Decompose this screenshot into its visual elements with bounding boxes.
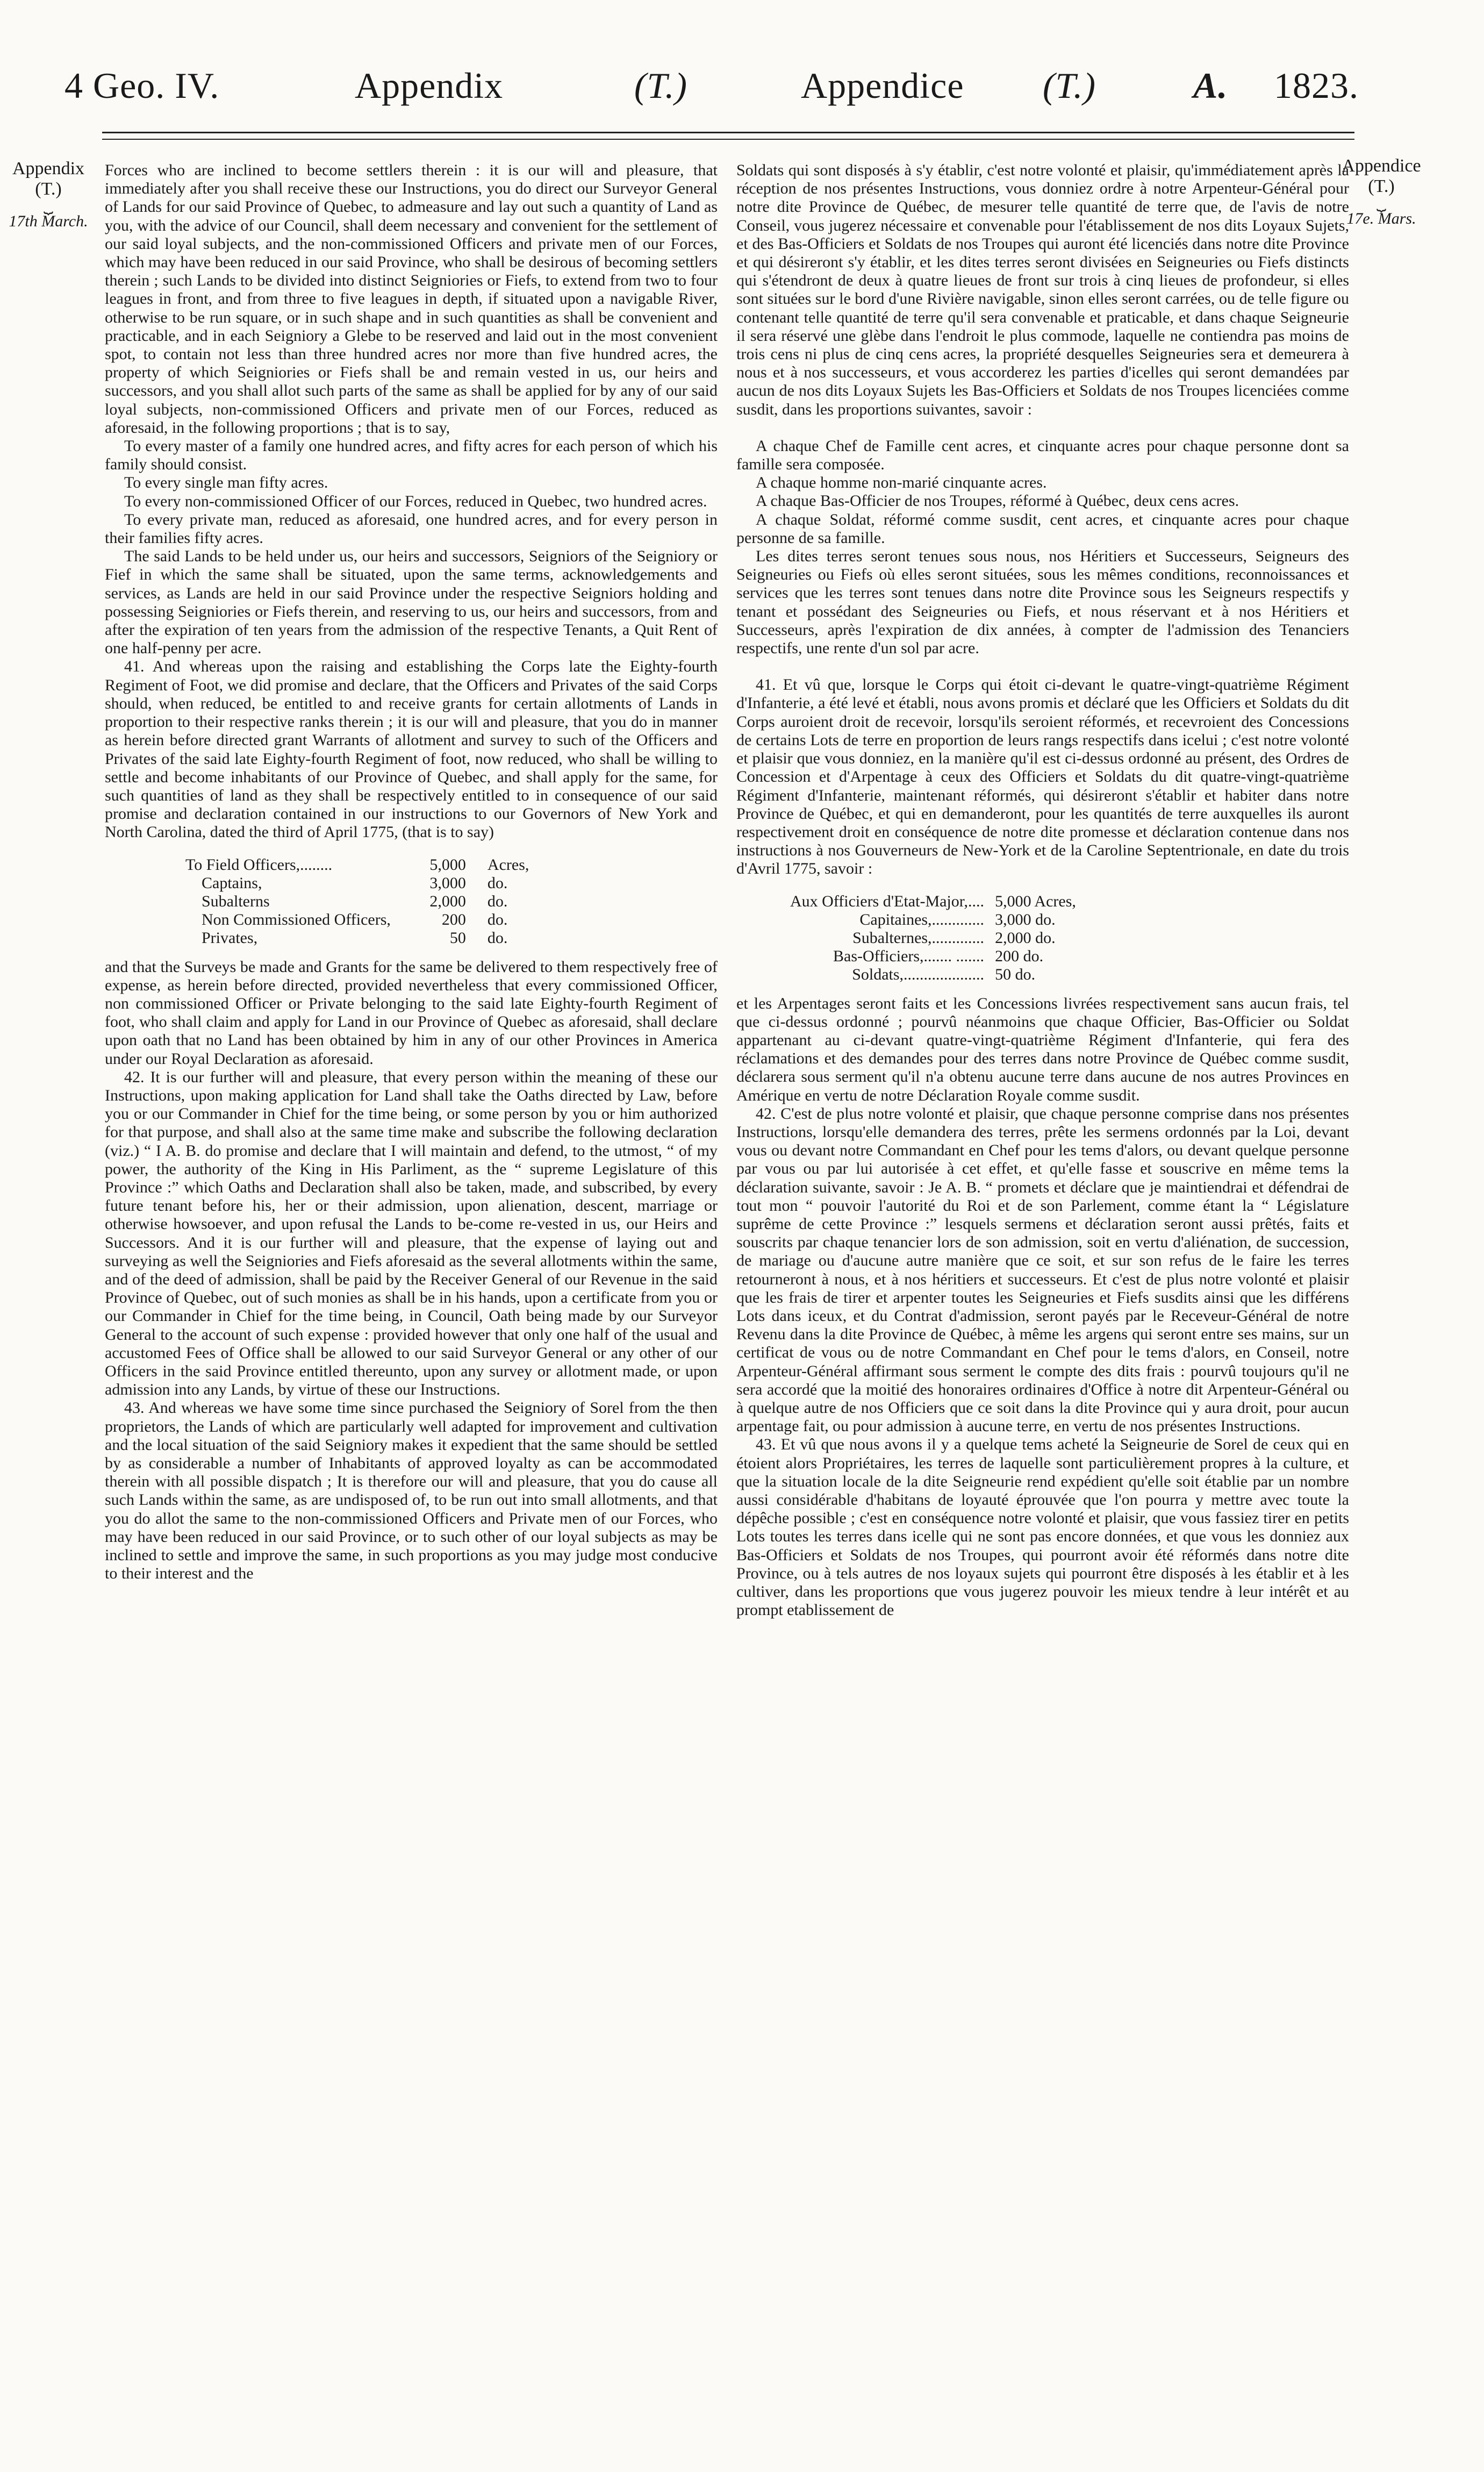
paragraph-en-42: 42. It is our further will and pleasure, that every person within the meaning of these our Instructions, upon making application for Land shall take the Oaths directed by Law, before you or our Commander in Chief for the time being, or some person by you or him authorized for that purpose, and shall also at the same time make and subscribe the following declaration (viz.) “ I A. B. do promise and declare that I will maintain and defend, to the utmost, “ of my power, the authority of the King in His Parliment, as the “ supreme Legislature of this Province :” which Oaths and Declaration shall also be taken, made, and subscribed, by every future tenant before his, her or their admission, upon alienation, descent, marriage or otherwise howsoever, and upon refusal the Lands to be-come re-vested in us, our Heirs and Successors. And it is our further will and pleasure, that the expense of laying out and surveying as well the Seigniories and Fiefs aforesaid as the several allotments within the same, and of the deed of admission, shall be paid by the Receiver General of our Revenue in the said Province of Quebec, out of such monies as shall be in his hands, upon a certificate from you or our Commander in Chief for the time being, in Council, Oath being made by our Surveyor General to the account of such expense : provided however that only one half of the usual and accustomed Fees of Office shall be allowed to our said Surveyor General or any other of our Officers in the said Province entitled thereunto, upon any survey or allotment made, or upon admission into any Lands, by virtue of these our Instructions. [105,1068,718,1399]
margin-title-left: Appendix [12,159,85,178]
english-column [105,161,718,1583]
acres-cell: 5,000 Acres, [995,892,1076,910]
rank-cell: Aux Officiers d'Etat-Major,.... [790,892,985,910]
header-rule-thin [102,139,1354,140]
paragraph-fr-4: A chaque Bas-Officier de nos Troupes, réformé à Québec, deux cens acres. [756,492,1239,510]
acres-cell: 2,000 [429,892,466,910]
acres-cell: 5,000 [429,855,466,874]
allotment-table-fr [785,892,1081,984]
allotment-table-en [180,856,534,947]
acres-cell: 2,000 do. [995,928,1056,947]
brace-icon: ⏟ [1377,194,1386,211]
table-row [785,929,1081,947]
rank-cell: Soldats,.................... [852,965,985,983]
rank-cell: Captains, [202,874,262,892]
margin-label-right: (T.) [1368,176,1395,196]
acres-cell: 200 [441,910,466,928]
appendix-title-en: Appendix [355,65,504,106]
appendix-label-fr: (T.) [1043,65,1096,106]
paragraph-fr-42: 42. C'est de plus notre volonté et plaisir, que chaque personne comprise dans nos présentes Instructions, lorsqu'elle demandera des terres, prête les sermens ordonnés par la Loi, devant vous ou devant notre Commandant en Chef pour les tems d'alors, ou devant quelque personne par vous ou par lui autorisée à cet effet, et qu'elle fasse et souscrive en même tems la déclaration suivante, savoir : Je A. B. “ promets et déclare que je maintiendrai et défendrai de tout mon “ pouvoir l'autorité du Roi et de son Parlement, comme étant la “ Législature suprême de cette Province :” lesquels sermens et déclaration seront aussi prêtés, faits et souscrits par chaque tenancier lors de son admission, soit en vertu d'aliénation, de succession, de mariage ou d'aucune autre manière que ce soit, et sur son refus de le faire les terres retourneront à nous, et à nos héritiers et successeurs. Et c'est de plus notre volonté et plaisir que les frais de tirer et arpenter toutes les Seigneuries et Fiefs susdits ainsi que les différens Lots dans iceux, et du Contrat d'admission, seront payés par le Receveur-Général de notre Revenu dans la dite Province de Québec, à même les argens qui seront entre ses mains, sur un certificat de vous ou de notre Commandant en Chef pour le tems d'alors, en Conseil, notre Arpenteur-Général affirmant sous serment le compte des dits frais : pourvû toujours qu'il ne sera accordé que la moitié des honoraires ordinaires d'Office à notre dit Arpenteur-Général ou à quelque autre de nos Officiers que ce soit dans la dite Province qui y aura droit, pour aucun arpentage fait, ou pour admission à aucune terre, en vertu de nos présentes Instructions. [736,1104,1349,1435]
paragraph-fr-41: 41. Et vû que, lorsque le Corps qui étoit ci-devant le quatre-vingt-quatrième Régiment d'Infanterie, a été levé et établi, nous avons promis et déclaré que les Officiers et Soldats du dit Corps auroient droit de recevoir, lorsqu'ils seroient réformés, et recevroient des Concessions de certains Lots de terre en proportion de leurs rangs respectifs dans icelui ; c'est notre volonté et plaisir que vous donniez, en la manière qu'il est ci-dessus ordonné au présent, des Ordres de Concession et d'Arpentage à ceux des Officiers et Soldats du dit quatre-vingt-quatrième Régiment d'Infanterie, maintenant réformés, qui désireront s'établir et habiter dans notre Province de Québec, et qui en demanderont, pour les quantités de terre auxquelles ils auront respectivement droit en conséquence de notre dite promesse et déclaration contenue dans nos instructions à nos Gouverneurs de New-York et de la Caroline Septentrionale, en date du trois d'Avril 1775, savoir : [736,676,1349,878]
paragraph-fr-2: A chaque Chef de Famille cent acres, et cinquante acres pour chaque personne dont sa famille sera composée. [736,437,1349,474]
table-row [180,892,534,911]
margin-note-left [0,159,97,232]
margin-label-left: (T.) [35,179,62,199]
paragraph-fr-3: A chaque homme non-marié cinquante acres. [756,474,1047,492]
unit-cell: Acres, [487,855,529,874]
rank-cell: Capitaines,............. [859,910,985,928]
paragraph-en-4: To every non-commissioned Officer of our Forces, reduced in Quebec, two hundred acres. [124,492,707,510]
rank-cell: Subalternes,............. [852,928,985,947]
table-row [785,892,1081,911]
paragraph-en-6: The said Lands to be held under us, our heirs and successors, Seigniors of the Seigniory or Fief in which the same shall be situated, upon the same terms, acknowledgements and services, as Lands are held in our said Province under the respective Seigniors holding and possessing Seigniories or Fiefs therein, and reserving to us, our heirs and successors, from and after the expiration of ten years from the admission of the respective Tenants, a Quit Rent of one half-penny per acre. [105,547,718,658]
table-row [180,874,534,892]
paragraph-fr-5: A chaque Soldat, réformé comme susdit, cent acres, et cinquante acres pour chaque personne de sa famille. [736,510,1349,547]
paragraph-fr-8: et les Arpentages seront faits et les Concessions livrées respectivement sans aucun frais, tel que ci-dessus ordonné ; pourvû néanmoins que chaque Officier, Bas-Officier ou Soldat appartenant au ci-devant quatre-vingt-quatrième Régiment d'Infanterie, qui fera des réclamations et des demandes pour des terres dans notre Province de Québec comme susdit, déclarera sous serment qu'il n'a obtenu aucune terre dans aucune de nos autres Provinces en Amérique en vertu de notre Déclaration Royale comme susdit. [736,994,1349,1104]
unit-cell: do. [487,928,508,947]
paragraph-en-8: and that the Surveys be made and Grants for the same be delivered to them respectively free of expense, as herein before directed, provided nevertheless that every commissioned Officer, non commissioned Officer or Private belonging to the said late Eighty-fourth Regiment of foot, who shall claim and apply for Land in our Province of Quebec as aforesaid, shall declare upon oath that no Land has been obtained by him in any of our other Provinces in America under our Royal Declaration as aforesaid. [105,958,718,1068]
table-row [785,947,1081,966]
rank-cell: Privates, [202,928,258,947]
french-column [736,161,1349,1619]
table-row [180,929,534,947]
table-row [180,911,534,929]
paragraph-en-41: 41. And whereas upon the raising and establishing the Corps late the Eighty-fourth Regiment of Foot, we did promise and declare, that the Officers and Privates of the said Corps should, when reduced, be entitled to and receive grants for certain allotments of Lands in proportion to their respective ranks therein ; it is our will and pleasure, that you do in manner as herein before directed grant Warrants of allotment and survey to such of the Officers and Privates of the said late Eighty-fourth Regiment of foot, now reduced, who shall be willing to settle and become inhabitants of our Province of Quebec, and shall apply for the same, for such quantities of land as they shall be respectively entitled to in consequence of our said promise and declaration contained in our instructions to our Governors of New York and North Carolina, dated the third of April 1775, (that is to say) [105,658,718,841]
margin-date-right: 17e. Mars. [1346,210,1416,227]
acres-cell: 200 do. [995,947,1044,965]
reign-label: 4 Geo. IV. [64,65,220,106]
section-letter: A. [1193,65,1228,106]
rank-cell: Non Commissioned Officers, [202,910,391,928]
table-row [785,911,1081,929]
paragraph-en-3: To every single man fifty acres. [124,474,328,492]
unit-cell: do. [487,874,508,892]
margin-date-left: 17th March. [9,212,88,230]
acres-cell: 50 do. [995,965,1036,983]
acres-cell: 3,000 do. [995,910,1056,928]
rank-cell: Subalterns [202,892,270,910]
paragraph-en-1: Forces who are inclined to become settlers therein : it is our will and pleasure, that immediately after you shall receive these our Instructions, you do direct our Surveyor General of Lands for our said Province of Quebec, to admeasure and lay out such a quantity of Land as you, with the advice of our Council, shall deem necessary and convenient for the settlement of our said loyal subjects, and the non-commissioned Officers and private men of our Forces, which may have been reduced in our said Province, who shall be desirous of becoming settlers therein ; such Lands to be divided into distinct Seigniories or Fiefs, to extend from two to four leagues in front, and from three to five leagues in depth, if situated upon a navigable River, otherwise to be run square, or in such shape and in such quantities as shall be convenient and practicable, and in each Seigniory a Glebe to be reserved and laid out in the most convenient spot, to contain not less than three hundred acres nor more than five hundred acres, the property of which Seigniories or Fiefs shall be and remain vested in us, our heirs and successors, and you shall allot such parts of the same as shall be applied for by any of our said loyal subjects, non-commissioned Officers and private men of our Forces, reduced as aforesaid, in the following proportions ; that is to say, [105,161,718,437]
paragraph-fr-43: 43. Et vû que nous avons il y a quelque tems acheté la Seigneurie de Sorel de ceux qui en étoient alors Propriétaires, les terres de laquelle sont particulièrement propres à la culture, et que la situation locale de la dite Seigneurie rend expédient qu'elle soit établie par un nombre aussi considérable d'habitans de loyauté éprouvée que l'on pourra y mettre avec toute la dépêche possible ; c'est en conséquence notre volonté et plaisir, que vous fassiez tirer en petits Lots toutes les terres dans icelle qui ne sont pas encore données, et que vous les donniez aux Bas-Officiers et Soldats de nos Troupes, qui pourront avoir été réformés dans notre dite Province, ou à tels autres de nos loyaux sujets qui pourront être disposés à les établir et à les cultiver, dans les proportions que vous jugerez pouvoir les mieux tendre à leur intérêt et au prompt etablissement de [736,1435,1349,1619]
unit-cell: do. [487,892,508,910]
paragraph-en-43: 43. And whereas we have some time since purchased the Seigniory of Sorel from the then proprietors, the Lands of which are particularly well adapted for improvement and cultivation and the local situation of the said Seigniory makes it expedient that the same should be settled by as considerable a number of Inhabitants of approved loyalty as can be accommodated therein with all possible dispatch ; It is therefore our will and pleasure, that you do cause all such Lands within the same, as are undisposed of, to be run out into small allotments, and that you do allot the same to the non-commissioned Officers and Private men of our Forces, who may have been reduced in our said Province, or to such other of our loyal subjects as may be inclined to settle and improve the same, in such proportions as you may judge most conducive to their interest and the [105,1399,718,1583]
paragraph-fr-6: Les dites terres seront tenues sous nous, nos Héritiers et Successeurs, Seigneurs des Seigneuries ou Fiefs où elles seront situées, sous les mêmes conditions, reconnoissances et services que les terres sont tenues dans notre dite Province sous les Seigneurs respectifs y tenant et possédant des Seigneuries ou Fiefs, et nous réservant et à nos Héritiers et Successeurs, après l'expiration de dix années, à compter de l'admission des Tenanciers respectifs, une rente d'un sol par acre. [736,547,1349,658]
appendix-title-fr: Appendice [801,65,964,106]
rank-cell: Bas-Officiers,....... ....... [833,947,985,965]
acres-cell: 50 [449,928,466,947]
paragraph-en-5: To every private man, reduced as aforesaid, one hundred acres, and for every person in their families fifty acres. [105,510,718,547]
unit-cell: do. [487,910,508,928]
header-rule-thick [102,132,1354,133]
margin-title-right: Appendice [1342,156,1421,176]
page-header [54,65,1359,113]
paragraph-fr-1: Soldats qui sont disposés à s'y établir, c'est notre volonté et plaisir, qu'immédiatement après la réception de nos présentes Instructions, vous donniez ordre à notre Arpenteur-Général pour notre dite Province de Québec, de mesurer telle quantité de terre que, de l'avis de notre Conseil, vous jugerez nécessaire et convenable pour l'établissement de nos dits Loyaux Sujets, et des Bas-Officiers et Soldats de nos Troupes qui auront été licenciés dans notre dite Province et qui désireront s'y établir, et les dites terres seront divisées en Seigneuries ou Fiefs distincts qui s'étendront de deux à quatre lieues de front sur trois à cinq lieues de profondeur, si elles sont situées sur le bord d'une Rivière navigable, sinon elles seront carrées, ou de telle figure ou contenant telle quantité de terre qu'il sera convenable et praticable, et dans chaque Seigneurie il sera réservé une glèbe dans l'endroit le plus commode, laquelle ne contiendra pas moins de trois cens ni plus de cinq cens acres, la propriété desquelles Seigneuries sera et demeurera à nous et à nos successeurs, et vous accorderez les parties d'icelles qui seront demandées par aucun de nos dits Loyaux Sujets les Bas-Officiers et Soldats de nos Troupes licenciées comme susdit, dans les proportions suivantes, savoir : [736,161,1349,418]
paragraph-en-2: To every master of a family one hundred acres, and fifty acres for each person of which his family should consist. [105,437,718,474]
rank-cell: To Field Officers,........ [185,855,333,874]
acres-cell: 3,000 [429,874,466,892]
appendix-label-en: (T.) [634,65,688,106]
year-label: 1823. [1274,65,1359,106]
table-row [785,966,1081,984]
brace-icon: ⏟ [44,196,53,214]
table-row [180,856,534,874]
